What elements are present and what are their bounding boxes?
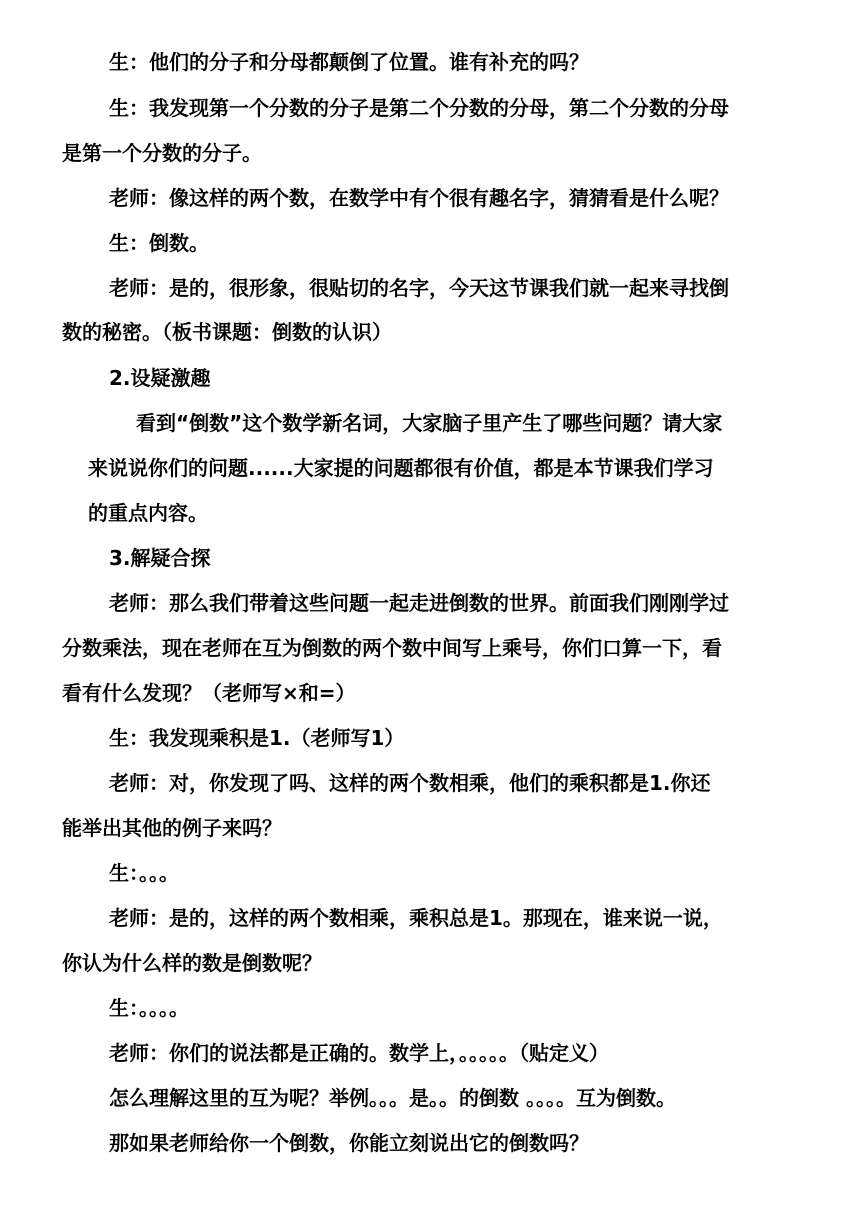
- line-20: 老师：是的，这样的两个数相乘，乘积总是1。那现在，谁来说一说，: [109, 906, 723, 930]
- line-25: 那如果老师给你一个倒数，你能立刻说出它的倒数吗？: [109, 1131, 589, 1155]
- line-11: 的重点内容。: [88, 501, 208, 525]
- line-24: 怎么理解这里的互为呢？举例。。。是。。的倒数 。。。。互为倒数。: [109, 1086, 676, 1110]
- line-13: 老师：那么我们带着这些问题一起走进倒数的世界。前面我们刚刚学过: [109, 591, 729, 615]
- line-5: 生：倒数。: [109, 231, 209, 255]
- line-9: 看到“倒数”这个数学新名词，大家脑子里产生了哪些问题？请大家: [136, 411, 723, 435]
- line-4: 老师：像这样的两个数，在数学中有个很有趣名字，猜猜看是什么呢？: [109, 186, 729, 210]
- line-6: 老师：是的，很形象，很贴切的名字，今天这节课我们就一起来寻找倒: [109, 276, 729, 300]
- section-heading-2: 2.设疑激趣: [109, 366, 211, 390]
- line-1: 生：他们的分子和分母都颠倒了位置。谁有补充的吗？: [109, 50, 589, 74]
- section-heading-3: 3.解疑合探: [109, 546, 211, 570]
- line-2: 生：我发现第一个分数的分子是第二个分数的分母，第二个分数的分母: [109, 96, 729, 120]
- line-14: 分数乘法，现在老师在互为倒数的两个数中间写上乘号，你们口算一下，看: [62, 636, 722, 660]
- line-19: 生：。。。: [109, 861, 179, 885]
- line-7: 数的秘密。（板书课题：倒数的认识）: [62, 320, 392, 344]
- line-22: 生：。。。。: [109, 996, 189, 1020]
- line-10: 来说说你们的问题......大家提的问题都很有价值，都是本节课我们学习: [88, 456, 714, 480]
- line-17: 老师：对，你发现了吗、这样的两个数相乘，他们的乘积都是1.你还: [109, 771, 711, 795]
- line-16: 生：我发现乘积是1.（老师写1）: [109, 726, 405, 750]
- line-21: 你认为什么样的数是倒数呢？: [62, 951, 322, 975]
- line-15: 看有什么发现？（老师写×和=）: [62, 681, 356, 705]
- line-3: 是第一个分数的分子。: [62, 141, 262, 165]
- line-18: 能举出其他的例子来吗？: [62, 816, 282, 840]
- line-23: 老师：你们的说法都是正确的。数学上，。。。。。（贴定义）: [109, 1041, 609, 1065]
